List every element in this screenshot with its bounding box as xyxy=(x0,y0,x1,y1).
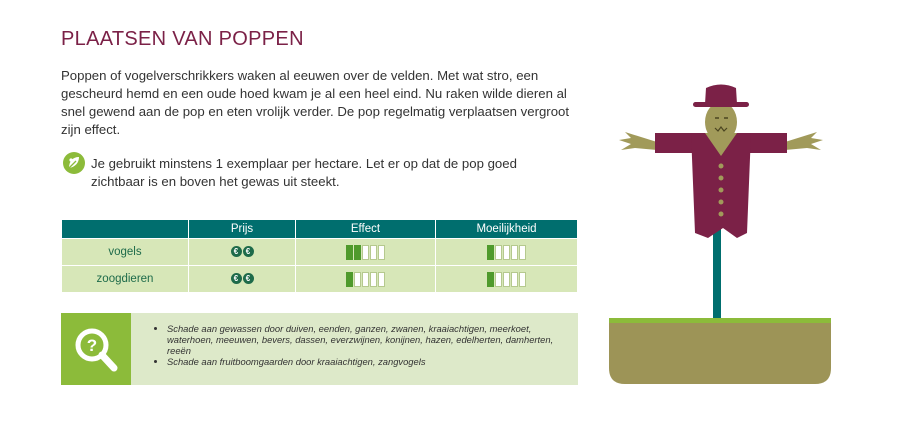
euro-coin-icon: € xyxy=(231,246,242,257)
difficulty-rating xyxy=(487,272,526,287)
rating-bar-filled xyxy=(346,272,353,287)
intro-paragraph: Poppen of vogelverschrikkers waken al eeuwen over de velden. Met wat stro, een gescheurd hemd en een oude hoed kwam je al een heel eind. Nu raken wilde dieren al snel gewend aan de pop en eten vrolijk verder. De pop regelmatig verplaatsen vergroot zijn effect. xyxy=(61,68,570,137)
rating-bar-filled xyxy=(487,245,494,260)
rating-bar-empty xyxy=(362,245,369,260)
price-cell xyxy=(189,266,295,292)
rating-bar-empty xyxy=(495,245,502,260)
table-row xyxy=(62,239,577,265)
effect-rating xyxy=(346,272,385,287)
rating-bar-filled xyxy=(346,245,353,260)
difficulty-cell xyxy=(436,266,577,292)
rating-bar-empty xyxy=(511,272,518,287)
difficulty-cell xyxy=(436,239,577,265)
row-label: vogels xyxy=(62,239,188,265)
table-row xyxy=(62,266,577,292)
euro-coin-icon: € xyxy=(243,273,254,284)
table-header-empty xyxy=(62,220,188,238)
rating-bar-empty xyxy=(370,245,377,260)
table-header-price: Prijs xyxy=(189,220,295,238)
rating-bar-empty xyxy=(519,272,526,287)
info-list xyxy=(153,323,577,367)
table-header-effect: Effect xyxy=(296,220,435,238)
rating-bar-empty xyxy=(503,272,510,287)
euro-coin-icon: € xyxy=(243,246,254,257)
table-header-row xyxy=(62,220,577,238)
info-bullet: • Schade aan fruitboomgaarden door kraaiachtigen, zangvogels xyxy=(167,356,577,367)
svg-text:?: ? xyxy=(86,336,98,355)
rating-bar-empty xyxy=(519,245,526,260)
rating-bar-empty xyxy=(378,245,385,260)
rating-bar-empty xyxy=(495,272,502,287)
magnifier-question-icon xyxy=(61,313,131,385)
effect-cell xyxy=(296,239,435,265)
table-header-difficulty: Moeilijkheid xyxy=(436,220,577,238)
euro-coin-icon: € xyxy=(231,273,242,284)
effect-rating xyxy=(346,245,385,260)
info-bullet: • Schade aan gewassen door duiven, eenden, ganzen, zwanen, kraaiachtigen, meerkoet, waterhoen, meeuwen, bevers, dassen, everzwijnen, konijnen, hazen, edelherten, damherten, reeën xyxy=(167,323,577,356)
rating-bar-empty xyxy=(378,272,385,287)
difficulty-rating xyxy=(487,245,526,260)
rating-bar-empty xyxy=(511,245,518,260)
leaf-icon xyxy=(63,152,85,174)
page-title: PLAATSEN VAN POPPEN xyxy=(61,28,304,50)
price-coins xyxy=(230,273,254,285)
row-label: zoogdieren xyxy=(62,266,188,292)
rating-bar-empty xyxy=(362,272,369,287)
info-box xyxy=(61,313,578,385)
price-coins xyxy=(230,246,254,258)
rating-table xyxy=(61,219,578,293)
price-cell xyxy=(189,239,295,265)
rating-bar-empty xyxy=(370,272,377,287)
rating-bar-filled xyxy=(487,272,494,287)
rating-bar-filled xyxy=(354,245,361,260)
tip-text: Je gebruikt minstens 1 exemplaar per hectare. Let er op dat de pop goed zichtbaar is en boven het gewas uit steekt. xyxy=(91,156,517,189)
effect-cell xyxy=(296,266,435,292)
rating-bar-empty xyxy=(354,272,361,287)
scarecrow-illustration xyxy=(605,78,835,393)
rating-bar-empty xyxy=(503,245,510,260)
